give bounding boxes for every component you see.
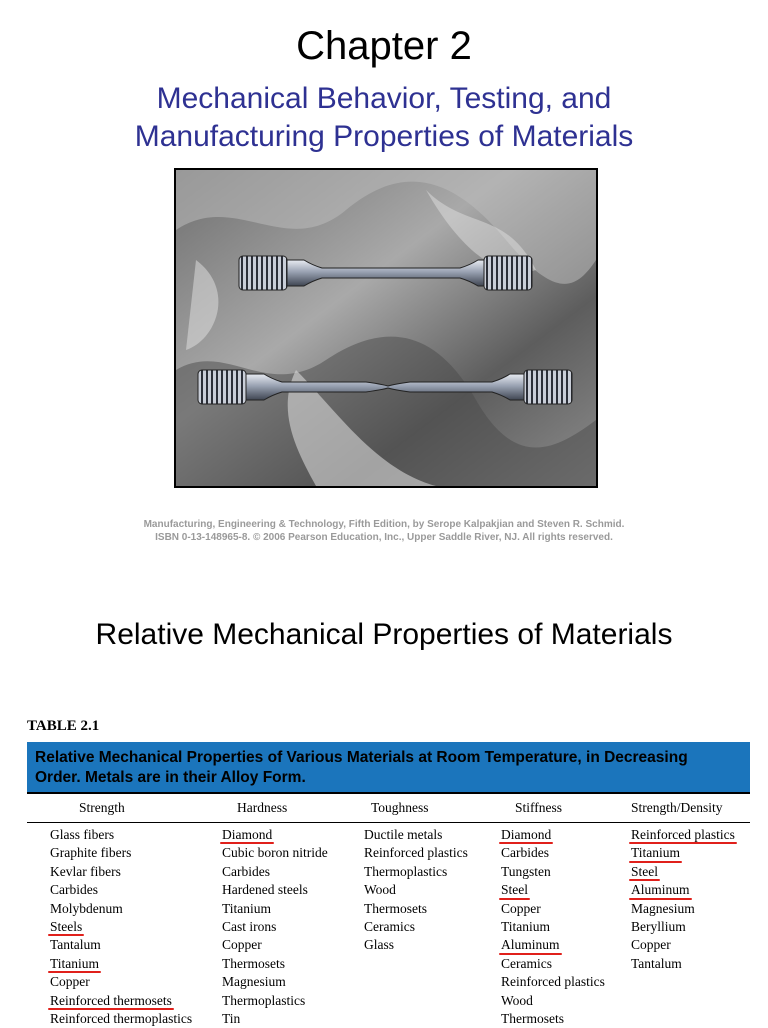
material-name: Thermoplastics (364, 863, 448, 879)
table-cell (50, 955, 192, 973)
material-name: Beryllium (631, 918, 686, 934)
material-name: Thermoplastics (222, 992, 306, 1008)
table-cell (501, 1010, 605, 1028)
material-name: Copper (501, 900, 541, 916)
material-name: Reinforced thermosets (50, 992, 172, 1010)
table-caption (27, 742, 750, 794)
material-name: Thermosets (501, 1010, 564, 1026)
material-name: Copper (631, 937, 671, 953)
column-toughness (364, 826, 468, 955)
table-cell (364, 918, 468, 936)
table-cell (364, 936, 468, 954)
material-name: Ductile metals (364, 827, 443, 842)
table-cell (50, 936, 192, 954)
table-cell (501, 992, 605, 1010)
material-name: Diamond (501, 826, 551, 844)
material-name: Carbides (501, 845, 549, 861)
table-cell (50, 918, 192, 936)
table-cell (501, 844, 605, 862)
material-name: Cubic boron nitride (222, 845, 328, 861)
material-name: Thermosets (364, 900, 427, 916)
material-name: Molybdenum (50, 900, 123, 916)
material-name: Cast irons (222, 918, 277, 934)
table-cell (631, 881, 735, 899)
section-title: Relative Mechanical Properties of Materials (95, 618, 673, 651)
material-name: Copper (50, 974, 90, 990)
table-cell (222, 992, 328, 1010)
chapter-title: Chapter 2 (296, 24, 472, 68)
chapter-subtitle (0, 80, 768, 156)
table-cell (501, 936, 605, 954)
credit-line-2: ISBN 0-13-148965-8. © 2006 Pearson Education, Inc., Upper Saddle River, NJ. All rights reserved. (155, 532, 613, 543)
material-name: Steels (50, 918, 82, 936)
table-cell (222, 844, 328, 862)
table-cell (631, 918, 735, 936)
table-cell (631, 900, 735, 918)
table-caption-line-2: Order. Metals are in their Alloy Form. (35, 769, 306, 786)
table-cell (50, 863, 192, 881)
material-name: Tin (222, 1010, 241, 1026)
table-cell (222, 936, 328, 954)
table-cell (501, 973, 605, 991)
table-cell (631, 826, 735, 844)
material-name: Tantalum (50, 937, 101, 953)
copyright-credit (0, 518, 768, 544)
column-header-strength: Strength (79, 800, 125, 815)
table-cell (501, 918, 605, 936)
table-cell (364, 826, 468, 844)
table-cell (631, 936, 735, 954)
table-cell (501, 826, 605, 844)
material-name: Glass (364, 937, 394, 953)
material-name: Tungsten (501, 863, 551, 879)
column-stiffness (501, 826, 605, 1028)
material-name: Thermosets (222, 955, 285, 971)
table-cell (50, 844, 192, 862)
table-cell (631, 863, 735, 881)
material-name: Reinforced plastics (631, 826, 735, 844)
table-cell (501, 863, 605, 881)
material-name: Glass fibers (50, 827, 115, 842)
table-divider (27, 822, 750, 823)
material-name: Ceramics (501, 955, 552, 971)
material-name: Titanium (222, 900, 272, 916)
table-cell (364, 844, 468, 862)
material-name: Reinforced plastics (364, 845, 468, 861)
table-cell (222, 973, 328, 991)
credit-line-1: Manufacturing, Engineering & Technology, Fifth Edition, by Serope Kalpakjian and Steven R. Schmid. (143, 519, 625, 530)
material-name: Hardened steels (222, 882, 308, 898)
column-strength-density (631, 826, 735, 973)
table-cell (631, 955, 735, 973)
material-name: Titanium (631, 844, 680, 862)
material-name: Titanium (50, 955, 99, 973)
material-name: Reinforced plastics (501, 974, 605, 990)
material-name: Diamond (222, 826, 272, 844)
table-cell (50, 881, 192, 899)
material-name: Aluminum (501, 936, 560, 954)
material-name: Ceramics (364, 918, 415, 934)
table-cell (222, 900, 328, 918)
table-cell (50, 973, 192, 991)
material-name: Copper (222, 937, 262, 953)
tensile-specimen-illustration (176, 170, 596, 486)
table-cell (501, 881, 605, 899)
table-cell (50, 900, 192, 918)
table-cell (222, 863, 328, 881)
table-column-headers (0, 800, 768, 820)
table-cell (631, 844, 735, 862)
column-header-hardness: Hardness (237, 800, 288, 815)
material-name: Steel (501, 881, 528, 899)
material-name: Titanium (501, 918, 551, 934)
subtitle-line-2: Manufacturing Properties of Materials (134, 120, 634, 153)
table-cell (501, 900, 605, 918)
material-name: Magnesium (222, 974, 286, 990)
material-name: Kevlar fibers (50, 863, 121, 879)
material-name: Steel (631, 863, 658, 881)
table-cell (50, 826, 192, 844)
material-name: Wood (364, 882, 396, 898)
table-cell (222, 1010, 328, 1028)
table-cell (501, 955, 605, 973)
material-name: Graphite fibers (50, 845, 132, 861)
column-header-strength-density: Strength/Density (631, 800, 723, 815)
material-name: Aluminum (631, 881, 690, 899)
material-name: Carbides (50, 882, 98, 898)
material-name: Wood (501, 992, 533, 1008)
table-label: TABLE 2.1 (27, 718, 100, 734)
table-cell (50, 992, 192, 1010)
column-strength (50, 826, 192, 1028)
table-caption-line-1: Relative Mechanical Properties of Various Materials at Room Temperature, in Decreasing (35, 749, 688, 766)
table-cell (364, 900, 468, 918)
column-hardness (222, 826, 328, 1028)
column-header-stiffness: Stiffness (515, 800, 563, 815)
material-name: Magnesium (631, 900, 695, 916)
table-cell (222, 881, 328, 899)
table-cell (222, 918, 328, 936)
table-cell (364, 881, 468, 899)
table-cell (50, 1010, 192, 1028)
material-name: Tantalum (631, 955, 682, 971)
material-name: Carbides (222, 863, 270, 879)
table-cell (222, 955, 328, 973)
table-cell (364, 863, 468, 881)
material-name: Reinforced thermoplastics (50, 1010, 193, 1026)
table-cell (222, 826, 328, 844)
column-header-toughness: Toughness (371, 800, 429, 815)
subtitle-line-1: Mechanical Behavior, Testing, and (156, 82, 612, 115)
tensile-specimen-photo (174, 168, 598, 488)
